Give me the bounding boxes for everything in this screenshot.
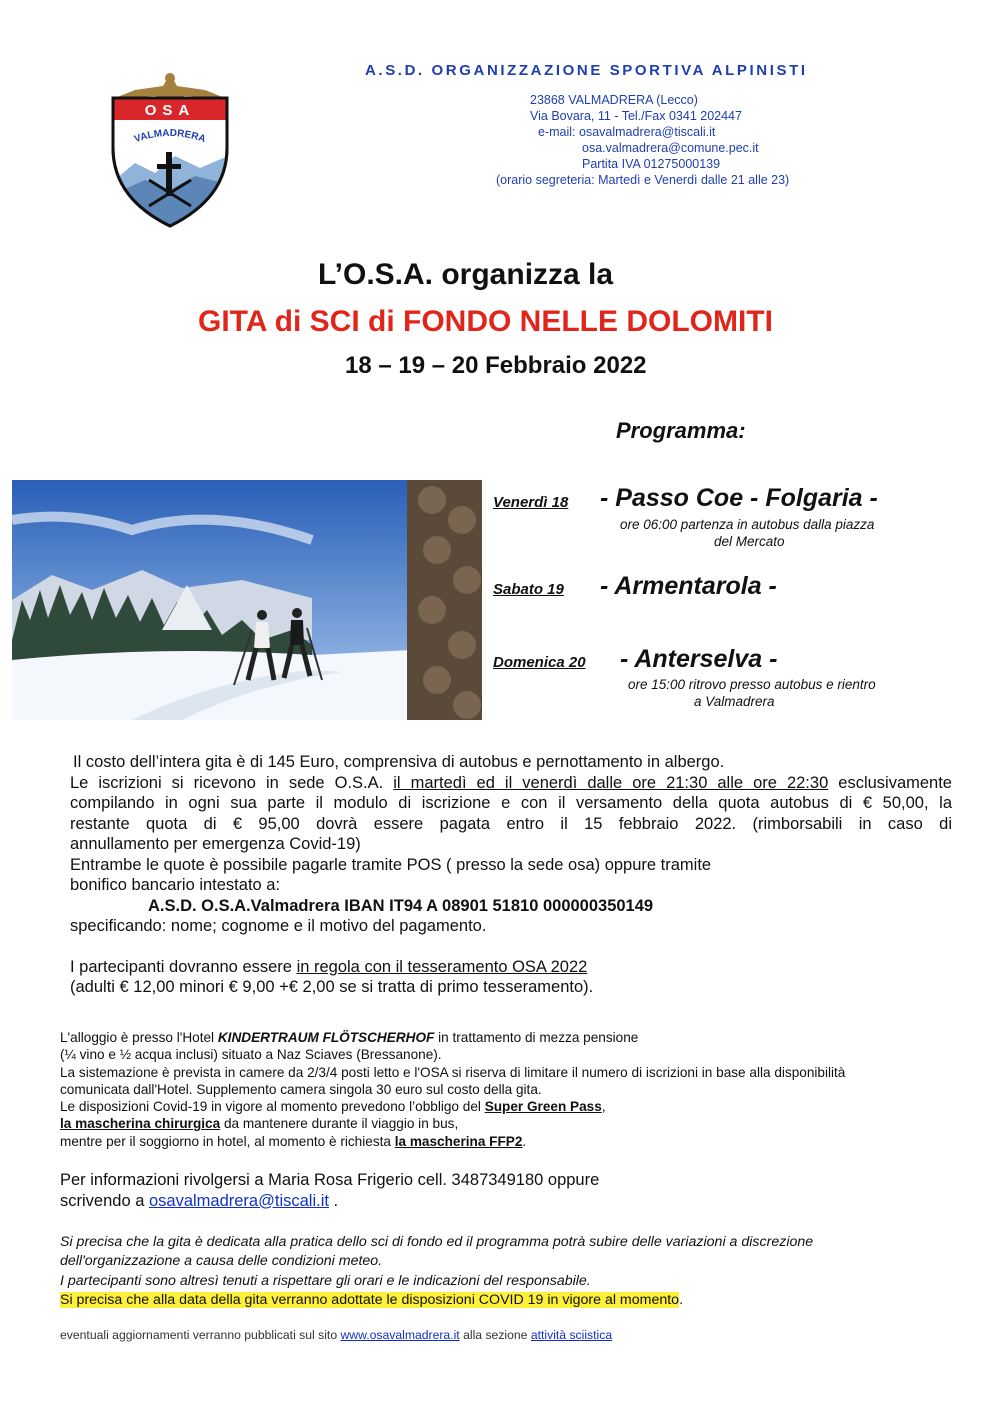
note-1: Si precisa che la gita è dedicata alla pratica dello sci di fondo ed il programma potrà subire delle variazioni a discrezione — [60, 1234, 814, 1250]
day-label-domenica: Domenica 20 — [493, 654, 586, 671]
lodging-line-4: comunicata dall'Hotel. Supplemento camera singola 30 euro sul costo della gita. — [60, 1081, 542, 1097]
lodging-line-7: mentre per il soggiorno in hotel, al momento è richiesta la mascherina FFP2. — [60, 1133, 527, 1149]
ski-photo — [12, 480, 482, 720]
cost-line-1: Il costo dell’intera gita è di 145 Euro, comprensiva di autobus e pernottamento in albergo. — [73, 753, 725, 771]
opening-hours: il martedì ed il venerdì dalle ore 21:30 alle ore 22:30 — [393, 773, 829, 792]
contact-block — [490, 92, 860, 188]
program-heading: Programma: — [616, 418, 746, 443]
organization-name: A.S.D. ORGANIZZAZIONE SPORTIVA ALPINISTI — [365, 62, 808, 79]
iban-line: A.S.D. O.S.A.Valmadrera IBAN IT94 A 08901 51810 000000350149 — [148, 896, 654, 915]
day-note-venerdi-1: ore 06:00 partenza in autobus dalla piazza — [620, 517, 875, 532]
info-section — [60, 1170, 940, 1211]
email-line — [490, 124, 860, 140]
cost-line-4: restante quota di € 95,00 dovrà essere pagata entro il 15 febbraio 2022. (rimborsabili in caso di — [70, 814, 952, 833]
cost-line-3: compilando in ogni sua parte il modulo di iscrizione e con il versamento della quota autobus di € 50,00, la — [70, 794, 952, 812]
address-street: Via Bovara, 11 - Tel./Fax 0341 202447 — [530, 109, 742, 123]
info-email-link[interactable]: osavalmadrera@tiscali.it — [148, 1191, 329, 1210]
title-organizza: L’O.S.A. organizza la — [318, 258, 614, 291]
costs-section — [70, 752, 952, 998]
note-4: Si precisa che alla data della gita verranno adottate le disposizioni COVID 19 in vigore al momento. — [60, 1291, 684, 1308]
section-link[interactable]: attività sciistica — [530, 1328, 613, 1342]
membership-fees: (adulti € 12,00 minori € 9,00 +€ 2,00 se si tratta di primo tesseramento). — [70, 978, 594, 996]
cost-line-2: Le iscrizioni si ricevono in sede O.S.A. il martedì ed il venerdì dalle ore 21:30 alle ore 22:30 esclusivamente — [70, 773, 952, 792]
day-place-domenica: - Anterselva - — [620, 645, 778, 673]
lodging-line-5: Le disposizioni Covid-19 in vigore al momento prevedono l’obbligo del Super Green Pass, — [60, 1099, 606, 1115]
logo-banner-text: VALMADRERA — [132, 127, 208, 146]
footer: eventuali aggiornamenti verranno pubblicati sul sito www.osavalmadrera.it alla sezione attività sciistica — [60, 1328, 613, 1342]
cost-line-5: annullamento per emergenza Covid-19) — [70, 835, 361, 853]
title-dates: 18 – 19 – 20 Febbraio 2022 — [345, 352, 647, 379]
day-label-venerdi: Venerdì 18 — [493, 494, 569, 511]
day-note-domenica-1: ore 15:00 ritrovo presso autobus e rientro — [628, 677, 876, 692]
membership-requirement: in regola con il tesseramento OSA 2022 — [296, 957, 588, 976]
address-city: 23868 VALMADRERA (Lecco) — [530, 93, 698, 107]
cost-line-7: bonifico bancario intestato a: — [70, 876, 281, 894]
email-label: e-mail: — [538, 125, 576, 139]
office-hours: (orario segreteria: Martedì e Venerdì dalle 21 alle 23) — [496, 173, 790, 187]
day-note-domenica-2: a Valmadrera — [694, 694, 775, 709]
day-label-sabato: Sabato 19 — [493, 581, 564, 598]
cost-line-6: Entrambe le quote è possibile pagarle tramite POS ( presso la sede osa) oppure tramite — [70, 855, 712, 874]
ffp2-mask: la mascherina FFP2 — [394, 1133, 523, 1149]
lodging-line-1: L'alloggio è presso l'Hotel KINDERTRAUM FLÖTSCHERHOF in trattamento di mezza pensione — [60, 1030, 639, 1045]
covid-highlight: Si precisa che alla data della gita verranno adottate le disposizioni COVID 19 in vigore al momento — [60, 1291, 680, 1308]
membership-line: I partecipanti dovranno essere in regola con il tesseramento OSA 2022 — [70, 957, 588, 976]
cost-line-8: specificando: nome; cognome e il motivo del pagamento. — [70, 917, 487, 935]
notes-section — [60, 1233, 960, 1310]
email-address[interactable]: osavalmadrera@tiscali.it — [579, 125, 716, 139]
green-pass: Super Green Pass — [484, 1099, 602, 1115]
day-place-sabato: - Armentarola - — [600, 572, 777, 600]
note-2: dell'organizzazione a causa delle condizioni meteo. — [60, 1253, 383, 1270]
logo-top-text: OSA — [144, 102, 196, 119]
info-line-1: Per informazioni rivolgersi a Maria Rosa Frigerio cell. 3487349180 oppure — [60, 1171, 600, 1189]
surgical-mask: la mascherina chirurgica — [60, 1116, 221, 1132]
lodging-line-3: La sistemazione è prevista in camere da 2/3/4 posti letto e l'OSA si riserva di limitare il numero di iscrizioni in base alla disponibilità — [60, 1064, 846, 1080]
osa-logo — [105, 68, 235, 228]
site-link[interactable]: www.osavalmadrera.it — [340, 1328, 460, 1342]
pec-address[interactable]: osa.valmadrera@comune.pec.it — [582, 141, 759, 155]
info-line-2: scrivendo a osavalmadrera@tiscali.it . — [60, 1191, 339, 1210]
day-note-venerdi-2: del Mercato — [714, 534, 785, 549]
day-place-venerdi: - Passo Coe - Folgaria - — [600, 484, 878, 512]
lodging-section — [60, 1029, 950, 1150]
lodging-line-2: (¼ vino e ½ acqua inclusi) situato a Naz Sciaves (Bressanone). — [60, 1047, 442, 1063]
lodging-line-6: la mascherina chirurgica da mantenere durante il viaggio in bus, — [60, 1116, 459, 1132]
note-3: I partecipanti sono altresì tenuti a rispettare gli orari e le indicazioni del responsabile. — [60, 1272, 591, 1289]
hotel-name: KINDERTRAUM FLÖTSCHERHOF — [217, 1030, 435, 1045]
title-event: GITA di SCI di FONDO NELLE DOLOMITI — [198, 305, 773, 338]
vat-number: Partita IVA 01275000139 — [582, 157, 721, 171]
